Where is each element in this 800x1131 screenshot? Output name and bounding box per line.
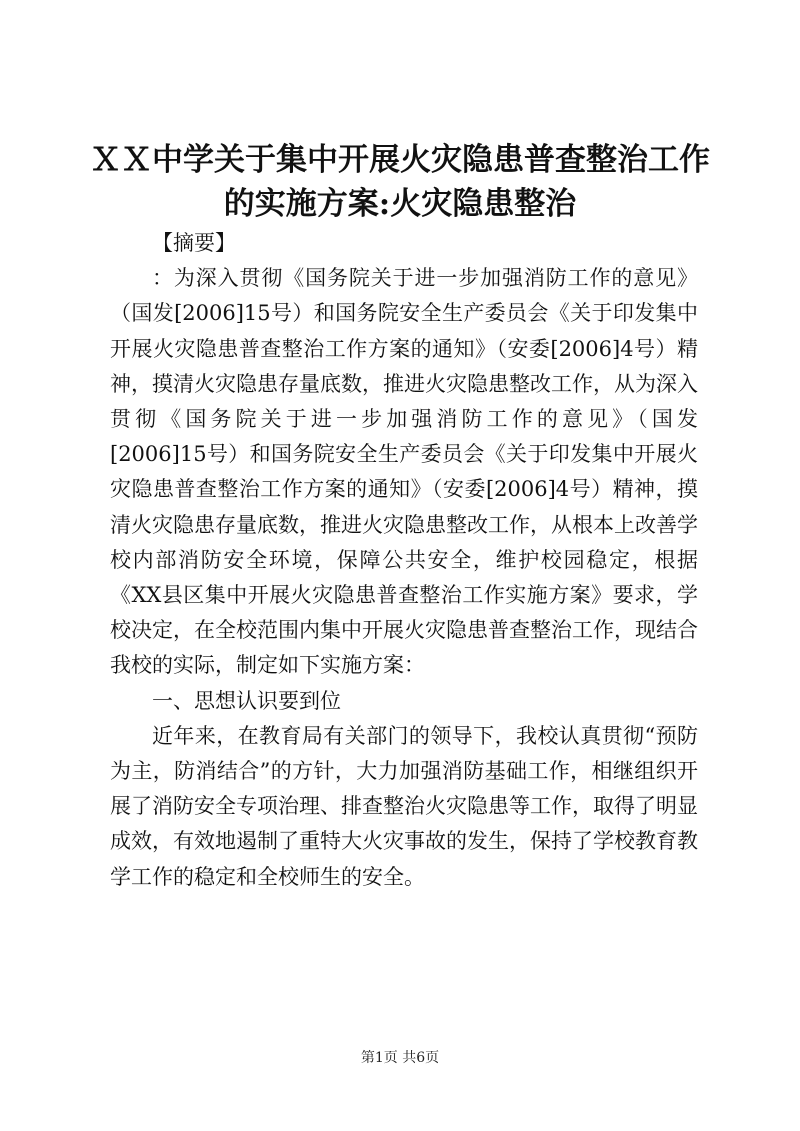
- paragraph-body: 近年来，在教育局有关部门的领导下，我校认真贯彻“预防为主，防消结合”的方针，大力加强消防基础工作，相继组织开展了消防安全专项治理、排查整治火灾隐患等工作，取得了明显成效，有效地遏制了重特大火灾事故的发生，保持了学校教育教学工作的稳定和全校师生的安全。: [110, 723, 698, 889]
- document-body: [110, 226, 698, 895]
- title-line-1: ＸＸ中学关于集中开展火灾隐患普查整治工作: [90, 142, 710, 178]
- section-heading: 一、思想认识要到位: [152, 688, 341, 713]
- abstract-label: 【摘要】: [152, 231, 236, 255]
- paragraph-intro: ：为深入贯彻《国务院关于进一步加强消防工作的意见》（国发[2006]15号）和国务院安全生产委员会《关于印发集中开展火灾隐患普查整治工作方案的通知》（安委[2006]4号）精神，摸清火灾隐患存量底数，推进火灾隐患整改工作，从为深入贯彻《国务院关于进一步加强消防工作的意见》（国发[2006]15号）和国务院安全生产委员会《关于印发集中开展火灾隐患普查整治工作方案的通知》（安委[2006]4号）精神，摸清火灾隐患存量底数，推进火灾隐患整改工作，从根本上改善学校内部消防安全环境，保障公共安全，维护校园稳定，根据《XX县区集中开展火灾隐患普查整治工作实施方案》要求，学校决定，在全校范围内集中开展火灾隐患普查整治工作，现结合我校的实际，制定如下实施方案：: [110, 266, 698, 678]
- document-title: [80, 138, 720, 226]
- title-line-2: 的实施方案:火灾隐患整治: [223, 186, 577, 222]
- page-footer: 第1页 共6页: [360, 1050, 440, 1066]
